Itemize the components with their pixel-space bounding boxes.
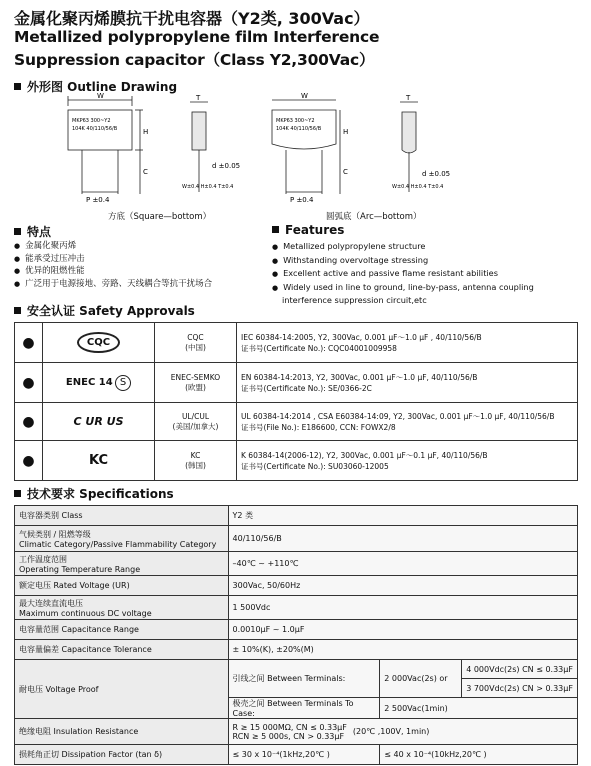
title-en-line2: Suppression capacitor（Class Y2,300Vac） [14,51,375,69]
tol-line-arc: W±0.4 H±0.4 T±0.4 [392,184,444,190]
list-item [272,294,534,308]
caption-square: 方底（Square—bottom） [108,212,212,222]
approval-name-text: ENEC-SEMKO [170,372,221,382]
table-row [15,363,578,403]
features-en-list [272,240,534,308]
dim-c-label: C [143,168,148,176]
ul-logo-text: C UR US [73,415,124,428]
outline-heading-text: 外形图 Outline Drawing [27,80,178,94]
dim-c-label-arc: C [343,168,348,176]
spec-table [14,505,578,765]
table-row [15,576,578,596]
spec-label-en: Maximum continuous DC voltage [19,608,152,618]
spec-label-cn: 工作温度范围 [19,554,67,564]
spec-label-en: Operating Temperature Range [19,564,141,574]
safety-heading [14,302,195,319]
table-row [15,640,578,660]
features-cn-heading [14,223,51,240]
list-item: ● Withstanding overvoltage stressing [272,254,534,268]
list-item: ● 金属化聚丙烯 [14,240,212,253]
spec-label: 电容量范围 Capacitance Range [15,620,229,640]
list-item: ● 能承受过压冲击 [14,253,212,266]
spec-label: 额定电压 Rated Voltage (UR) [15,576,229,596]
table-row [15,660,578,679]
spec-label: 电容器类别 Class [15,506,229,526]
table-row [15,526,578,552]
spec-value: 2 500Vac(1min) [380,698,578,719]
body-marking-1: MKP63 300~Y2 [72,118,111,124]
semko-s-icon: S [115,375,131,391]
cqc-logo [43,323,155,363]
dim-w-label: W [97,92,104,100]
spec-value: 300Vac, 50/60Hz [228,576,577,596]
features-cn-list [14,240,212,290]
title-en-line1: Metallized polypropylene film Interference [14,28,380,46]
approval-name-text: CQC [187,332,204,342]
section-bullet-icon [14,83,21,90]
drawing-arc-front [272,100,340,194]
table-row [15,506,578,526]
approval-name [155,403,237,441]
section-bullet-icon [14,307,21,314]
spec-value: 40/110/56/B [228,526,577,552]
pitch-label-arc: P ±0.4 [290,196,314,204]
spec-label: 电容量偏差 Capacitance Tolerance [15,640,229,660]
approval-name [155,363,237,403]
title-cn: 金属化聚丙烯膜抗干扰电容器（Y2类, 300Vac） [14,9,370,28]
approval-cert: 证书号(Certificate No.): CQC04001009958 [241,343,397,353]
spec-label [15,552,229,576]
approval-cert: 证书号(Certificate No.): SU03060-12005 [241,461,389,471]
safety-heading-text: 安全认证 Safety Approvals [27,304,195,318]
approval-detail [237,441,578,481]
spec-label: 损耗角正切 Dissipation Factor (tan δ) [15,745,229,765]
list-item-cont: interference suppression circuit,etc [282,295,427,305]
spec-value: ≤ 40 x 10⁻⁴(10kHz,20℃ ) [380,745,578,765]
approval-region: (欧盟) [185,382,206,392]
spec-subitem: 引线之间 Between Terminals: [228,660,380,698]
row-bullet: ● [15,441,43,481]
spec-label-cn: 最大连续直流电压 [19,598,83,608]
features-en-heading-text: Features [285,223,345,237]
list-item: ● Widely used in line to ground, line-by-pass, antenna coupling [272,281,534,295]
features-cn-heading-text: 特点 [27,225,52,239]
ir-lines [233,723,347,741]
body-marking-2: 104K 40/110/56/B [72,126,118,132]
approval-name [155,323,237,363]
body-marking-2-arc: 104K 40/110/56/B [276,126,322,132]
approval-name-text: UL/CUL [181,411,210,421]
spec-label [15,596,229,620]
spec-value: ≤ 30 x 10⁻⁴(1kHz,20℃ ) [228,745,380,765]
approval-cert: 证书号(Certificate No.): SE/0366-2C [241,383,372,393]
approval-standard: UL 60384-14:2014 , CSA E60384-14:09, Y2, 300Vac, 0.001 μF～1.0 μF, 40/110/56/B [241,411,555,421]
dim-t-label: T [196,94,201,102]
ir-values [233,723,573,741]
approval-detail [237,323,578,363]
approval-region: (中国) [185,342,206,352]
table-row [15,745,578,765]
approval-region: (韩国) [185,460,206,470]
outline-drawing [40,92,480,210]
table-row [15,441,578,481]
safety-table [14,322,578,481]
table-row [15,719,578,745]
list-item: ● 广泛用于电源接地、旁路、天线耦合等抗干扰场合 [14,278,212,291]
row-bullet: ● [15,323,43,363]
approval-standard: EN 60384-14:2013, Y2, 300Vac, 0.001 μF～1.0 μF, 40/110/56/B [241,372,478,382]
spec-heading-text: 技术要求 Specifications [27,487,174,501]
features-en-heading [272,223,344,237]
table-row [15,620,578,640]
table-row [15,323,578,363]
section-bullet-icon [14,228,21,235]
dim-t-label-arc: T [406,94,411,102]
drawing-square-side [190,102,208,192]
spec-heading [14,485,174,502]
spec-label: 耐电压 Voltage Proof [15,660,229,719]
table-row [15,403,578,441]
dim-h-label: H [143,128,149,136]
drawing-square-front [68,96,143,194]
spec-value: 0.0010μF ~ 1.0μF [228,620,577,640]
lead-dia-label: d ±0.05 [212,162,241,170]
lead-dia-label-arc: d ±0.05 [422,170,451,178]
drawing-arc-side [400,102,418,192]
list-item: ● Metallized polypropylene structure [272,240,534,254]
ul-logo [43,403,155,441]
row-bullet: ● [15,363,43,403]
approval-name [155,441,237,481]
spec-label [15,526,229,552]
dim-h-label-arc: H [343,128,349,136]
approval-standard: K 60384-14(2006-12), Y2, 300Vac, 0.001 μF～0.1 μF, 40/110/56/B [241,450,488,460]
row-bullet: ● [15,403,43,441]
spec-value: 2 000Vac(2s) or [380,660,462,698]
enec-logo-text: ENEC 14 [65,376,113,388]
ir-condition: (20℃ ,100V, 1min) [352,727,430,736]
spec-value: –40℃ ~ +110℃ [228,552,577,576]
list-item: ● 优异的阻燃性能 [14,265,212,278]
spec-value: ± 10%(K), ±20%(M) [228,640,577,660]
list-item: ● Excellent active and passive flame resistant abilities [272,267,534,281]
table-row [15,552,578,576]
spec-label-en: Climatic Category/Passive Flammability Category [19,539,217,549]
cqc-logo-text: CQC [77,332,120,353]
approval-cert: 证书号(File No.): E186600, CCN: FOWX2/8 [241,422,396,432]
kc-logo-text: KC [88,453,109,468]
approval-name-text: KC [190,450,201,460]
pitch-label: P ±0.4 [86,196,110,204]
spec-value: 1 500Vdc [228,596,577,620]
spec-value: Y2 类 [228,506,577,526]
approval-detail [237,403,578,441]
body-marking-1-arc: MKP63 300~Y2 [276,118,315,124]
approval-detail [237,363,578,403]
enec-logo [43,363,155,403]
spec-label-cn: 气候类别 / 阻燃等级 [19,529,91,539]
tol-line: W±0.4 H±0.4 T±0.4 [182,184,234,190]
approval-region: (美国/加拿大) [172,421,219,431]
ir-line: R ≥ 15 000MΩ, CN ≤ 0.33μF [232,722,347,732]
spec-value: 4 000Vdc(2s) CN ≤ 0.33μF [462,660,578,679]
section-bullet-icon [272,226,279,233]
kc-logo [43,441,155,481]
spec-value [228,719,577,745]
table-row [15,596,578,620]
spec-subitem: 极壳之间 Between Terminals To Case: [228,698,380,719]
section-bullet-icon [14,490,21,497]
spec-value: 3 700Vdc(2s) CN > 0.33μF [462,679,578,698]
approval-standard: IEC 60384-14:2005, Y2, 300Vac, 0.001 μF～1.0 μF , 40/110/56/B [241,332,482,342]
dim-w-label-arc: W [301,92,308,100]
caption-arc: 圆弧底（Arc—bottom） [326,212,422,222]
ir-line: RCN ≥ 5 000s, CN > 0.33μF [232,731,345,741]
spec-label: 绝缘电阻 Insulation Resistance [15,719,229,745]
